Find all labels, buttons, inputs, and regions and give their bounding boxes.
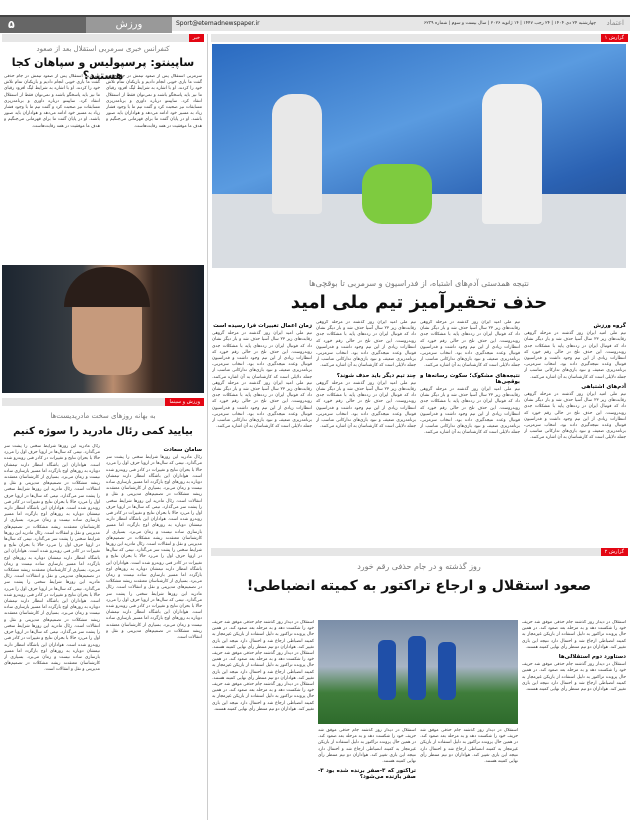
article-text: تیم ملی امید ایران روز گذشته در مرحله گروهی رقابت‌های زیر ۲۳ سال آسیا حذف شد و بار دیگر نشان داد که فوتبال ایران در رده‌های پایه با مشکلات جدی روبه‌روست. این حذف تلخ در حالی رقم خورد که انتظارات زیادی از این تیم وجود داشت و فدراسیون فوتبال وعده نتیجه‌گیری داده بود. انتخاب سرمربی، برنامه‌ریزی ضعیف و نبود بازی‌های تدارکاتی مناسب از جمله دلایلی است که کارشناسان به آن اشاره می‌کنند. xyxy=(212,331,312,380)
newspaper-logo: اعتماد xyxy=(606,19,624,27)
article-text: رئال مادرید این روزها شرایط سختی را پشت سر می‌گذارد. تیمی که سال‌ها در اروپا حرف اول را می‌زد حالا با بحران نتایج و تغییرات در کادر فنی روبه‌رو شده است. هواداران این باشگاه انتظار دارند تیمشان دوباره به روزهای اوج بازگردد اما مسیر بازسازی ساده نیست و زمان می‌برد. بسیاری از کارشناسان معتقدند ریشه مشکلات در تصمیم‌های مدیریتی و نقل و انتقالات است. xyxy=(106,498,202,548)
article-text: استقلال در دیدار روز گذشته جام حذفی موفق شد حریف خود را شکست دهد و به مرحله بعد صعود کند. در همین حال پرونده تراکتور به دلیل استفاده از بازیکن غیرمجاز به کمیته انضباطی ارجاع شد و احتمال دارد نتیجه این بازی تغییر کند. هواداران دو تیم منتظر رأی نهایی کمیته هستند. xyxy=(522,662,626,693)
article-column xyxy=(318,728,416,818)
article-text: استقلال در دیدار روز گذشته جام حذفی موفق شد حریف خود را شکست دهد و به مرحله بعد صعود کند. در همین حال پرونده تراکتور به دلیل استفاده از بازیکن غیرمجاز به کمیته انضباطی ارجاع شد و احتمال دارد نتیجه این بازی تغییر کند. هواداران دو تیم منتظر رأی نهایی کمیته هستند. xyxy=(420,728,518,765)
subhead: دستاورد دوم استقلالی‌ها xyxy=(558,654,626,661)
article-column xyxy=(420,320,520,544)
article-text: رئال مادرید این روزها شرایط سختی را پشت سر می‌گذارد. تیمی که سال‌ها در اروپا حرف اول را می‌زد حالا با بحران نتایج و تغییرات در کادر فنی روبه‌رو شده است. هواداران این باشگاه انتظار دارند تیمشان دوباره به روزهای اوج بازگردد اما مسیر بازسازی ساده نیست و زمان می‌برد. بسیاری از کارشناسان معتقدند ریشه مشکلات در تصمیم‌های مدیریتی و نقل و انتقالات است. xyxy=(106,455,202,504)
headline: بیایید کمی رئال مادرید را سوژه کنیم xyxy=(13,426,193,437)
kicker: نتیجه همدستی آدم‌های اشتباه، از فدراسیون و سرمربی تا بوقچی‌ها xyxy=(308,279,530,288)
article-column xyxy=(524,320,626,544)
news-tag-bar xyxy=(2,34,204,42)
main-headline: حذف تحقیرآمیز تیم ملی امید xyxy=(290,292,548,313)
article-column: سرمربی استقلال پس از صعود تیمش در جام حذفی گفت ما بازی خوبی انجام دادیم و بازیکنان تمام تلاش خود را کردند. او با اشاره به شرایط لیگ افزود رقبای ما نیز باید پاسخگو باشند و نمی‌توان فقط از استقلال انتقاد کرد. ساپینتو درباره داوری و برنامه‌ریزی مسابقات نیز صحبت کرد و گفت تیم ما با وجود فشار زیاد به مسیر خود ادامه می‌دهد و هواداران باید صبور باشند. او در پایان گفت ما برای قهرمانی می‌جنگیم و هدف ما موفقیت در همه رقابت‌هاست. xyxy=(106,74,202,129)
article-text: رئال مادرید این روزها شرایط سختی را پشت سر می‌گذارد. تیمی که سال‌ها در اروپا حرف اول را می‌زد حالا با بحران نتایج و تغییرات در کادر فنی روبه‌رو شده است. هواداران این باشگاه انتظار دارند تیمشان دوباره به روزهای اوج بازگردد اما مسیر بازسازی ساده نیست و زمان می‌برد. بسیاری از کارشناسان معتقدند ریشه مشکلات در تصمیم‌های مدیریتی و نقل و انتقالات است. xyxy=(4,444,100,493)
match-photo xyxy=(318,620,518,724)
dateline: چهارشنبه ۲۴ دی ۱۴۰۴ | ۲۴ رجب ۱۴۴۷ | ۱۴ ژانویه ۲۰۲۶ | سال بیست و سوم | شماره ۶۲۳۹ xyxy=(423,21,596,26)
headline: صعود استقلال و ارجاع تراکتور به کمیته انضباطی! xyxy=(246,578,592,594)
coach-photo xyxy=(2,265,204,393)
article-text: تیم ملی امید ایران روز گذشته در مرحله گروهی رقابت‌های زیر ۲۳ سال آسیا حذف شد و بار دیگر نشان داد که فوتبال ایران در رده‌های پایه با مشکلات جدی روبه‌روست. این حذف تلخ در حالی رقم خورد که انتظارات زیادی از این تیم وجود داشت و فدراسیون فوتبال وعده نتیجه‌گیری داده بود. انتخاب سرمربی، برنامه‌ریزی ضعیف و نبود بازی‌های تدارکاتی مناسب از جمله دلایلی است که کارشناسان به آن اشاره می‌کنند. xyxy=(420,387,520,436)
cinema-tag: ورزش و سینما xyxy=(165,398,204,406)
author: سامان سعادت xyxy=(163,447,202,453)
article-text: تیم ملی امید ایران روز گذشته در مرحله گروهی رقابت‌های زیر ۲۳ سال آسیا حذف شد و بار دیگر نشان داد که فوتبال ایران در رده‌های پایه با مشکلات جدی روبه‌روست. این حذف تلخ در حالی رقم خورد که انتظارات زیادی از این تیم وجود داشت و فدراسیون فوتبال وعده نتیجه‌گیری داده بود. انتخاب سرمربی، برنامه‌ریزی ضعیف و نبود بازی‌های تدارکاتی مناسب از جمله دلایلی است که کارشناسان به آن اشاره می‌کنند. xyxy=(524,331,626,380)
page-number: ۵ xyxy=(0,17,86,33)
article-column xyxy=(420,728,518,818)
report1-tag: گزارش ۱ xyxy=(601,34,628,42)
kicker: کنفرانس خبری سرمربی استقلال بعد از صعود xyxy=(36,45,170,53)
page-header xyxy=(0,15,630,31)
article-text: استقلال در دیدار روز گذشته جام حذفی موفق شد حریف خود را شکست دهد و به مرحله بعد صعود کند. در همین حال پرونده تراکتور به دلیل استفاده از بازیکن غیرمجاز به کمیته انضباطی ارجاع شد و احتمال دارد نتیجه این بازی تغییر کند. هواداران دو تیم منتظر رأی نهایی کمیته هستند. xyxy=(522,620,626,650)
article-text: رئال مادرید این روزها شرایط سختی را پشت سر می‌گذارد. تیمی که سال‌ها در اروپا حرف اول را می‌زد حالا با بحران نتایج و تغییرات در کادر فنی روبه‌رو شده است. هواداران این باشگاه انتظار دارند تیمشان دوباره به روزهای اوج بازگردد اما مسیر بازسازی ساده نیست و زمان می‌برد. بسیاری از کارشناسان معتقدند ریشه مشکلات در تصمیم‌های مدیریتی و نقل و انتقالات است. xyxy=(4,574,100,629)
subhead: تراکتور که ۳-صفر برنده شده بود ۳-صفر بازنده می‌شود؟ xyxy=(318,768,416,781)
article-column: سرمربی استقلال پس از صعود تیمش در جام حذفی گفت ما بازی خوبی انجام دادیم و بازیکنان تمام تلاش خود را کردند. او با اشاره به شرایط لیگ افزود رقبای ما نیز باید پاسخگو باشند و نمی‌توان فقط از استقلال انتقاد کرد. ساپینتو درباره داوری و برنامه‌ریزی مسابقات نیز صحبت کرد و گفت تیم ما با وجود فشار زیاد به مسیر خود ادامه می‌دهد و هواداران باید صبور باشند. او در پایان گفت ما برای قهرمانی می‌جنگیم و هدف ما موفقیت در همه رقابت‌هاست. xyxy=(4,74,100,129)
article-text: استقلال در دیدار روز گذشته جام حذفی موفق شد حریف خود را شکست دهد و به مرحله بعد صعود کند. در همین حال پرونده تراکتور به دلیل استفاده از بازیکن غیرمجاز به کمیته انضباطی ارجاع شد و احتمال دارد نتیجه این بازی تغییر کند. هواداران دو تیم منتظر رأی نهایی کمیته هستند. xyxy=(318,728,416,765)
kicker: به بهانه روزهای سخت مادریدیست‌ها xyxy=(50,412,156,420)
section-email: Sport@etemadnewspaper.ir xyxy=(176,20,260,27)
cinema-tag-bar xyxy=(2,398,204,406)
article-column xyxy=(522,620,626,818)
article-text: تیم ملی امید ایران روز گذشته در مرحله گروهی رقابت‌های زیر ۲۳ سال آسیا حذف شد و بار دیگر نشان داد که فوتبال ایران در رده‌های پایه با مشکلات جدی روبه‌روست. این حذف تلخ در حالی رقم خورد که انتظارات زیادی از این تیم وجود داشت و فدراسیون فوتبال وعده نتیجه‌گیری داده بود. انتخاب سرمربی، برنامه‌ریزی ضعیف و نبود بازی‌های تدارکاتی مناسب از جمله دلایلی است که کارشناسان به آن اشاره می‌کنند. xyxy=(212,380,312,430)
report1-tag-bar xyxy=(211,34,628,42)
kicker: روز گذشته و در جام حذفی رقم خورد xyxy=(357,562,481,571)
article-text: استقلال در دیدار روز گذشته جام حذفی موفق شد حریف خود را شکست دهد و به مرحله بعد صعود کند. در همین حال پرونده تراکتور به دلیل استفاده از بازیکن غیرمجاز به کمیته انضباطی ارجاع شد و احتمال دارد نتیجه این بازی تغییر کند. هواداران دو تیم منتظر رأی نهایی کمیته هستند. xyxy=(212,682,314,712)
article-text: رئال مادرید این روزها شرایط سختی را پشت سر می‌گذارد. تیمی که سال‌ها در اروپا حرف اول را می‌زد حالا با بحران نتایج و تغییرات در کادر فنی روبه‌رو شده است. هواداران این باشگاه انتظار دارند تیمشان دوباره به روزهای اوج بازگردد اما مسیر بازسازی ساده نیست و زمان می‌برد. بسیاری از کارشناسان معتقدند ریشه مشکلات در تصمیم‌های مدیریتی و نقل و انتقالات است. xyxy=(106,585,202,641)
article-text: تیم ملی امید ایران روز گذشته در مرحله گروهی رقابت‌های زیر ۲۳ سال آسیا حذف شد و بار دیگر نشان داد که فوتبال ایران در رده‌های پایه با مشکلات جدی روبه‌روست. این حذف تلخ در حالی رقم خورد که انتظارات زیادی از این تیم وجود داشت و فدراسیون فوتبال وعده نتیجه‌گیری داده بود. انتخاب سرمربی، برنامه‌ریزی ضعیف و نبود بازی‌های تدارکاتی مناسب از جمله دلایلی است که کارشناسان به آن اشاره می‌کنند. xyxy=(316,320,416,369)
article-column xyxy=(212,620,314,818)
report2-tag-bar xyxy=(211,548,628,556)
article-text: تیم ملی امید ایران روز گذشته در مرحله گروهی رقابت‌های زیر ۲۳ سال آسیا حذف شد و بار دیگر نشان داد که فوتبال ایران در رده‌های پایه با مشکلات جدی روبه‌روست. این حذف تلخ در حالی رقم خورد که انتظارات زیادی از این تیم وجود داشت و فدراسیون فوتبال وعده نتیجه‌گیری داده بود. انتخاب سرمربی، برنامه‌ریزی ضعیف و نبود بازی‌های تدارکاتی مناسب از جمله دلایلی است که کارشناسان به آن اشاره می‌کنند. xyxy=(316,380,416,430)
article-text: رئال مادرید این روزها شرایط سختی را پشت سر می‌گذارد. تیمی که سال‌ها در اروپا حرف اول را می‌زد حالا با بحران نتایج و تغییرات در کادر فنی روبه‌رو شده است. هواداران این باشگاه انتظار دارند تیمشان دوباره به روزهای اوج بازگردد اما مسیر بازسازی ساده نیست و زمان می‌برد. بسیاری از کارشناسان معتقدند ریشه مشکلات در تصمیم‌های مدیریتی و نقل و انتقالات است. xyxy=(106,542,202,591)
article-text: تیم ملی امید ایران روز گذشته در مرحله گروهی رقابت‌های زیر ۲۳ سال آسیا حذف شد و بار دیگر نشان داد که فوتبال ایران در رده‌های پایه با مشکلات جدی روبه‌روست. این حذف تلخ در حالی رقم خورد که انتظارات زیادی از این تیم وجود داشت و فدراسیون فوتبال وعده نتیجه‌گیری داده بود. انتخاب سرمربی، برنامه‌ریزی ضعیف و نبود بازی‌های تدارکاتی مناسب از جمله دلایلی است که کارشناسان به آن اشاره می‌کنند. xyxy=(524,392,626,441)
subhead: زمان اعمال تغییرات فرا رسیده است xyxy=(213,323,312,329)
article-text: استقلال در دیدار روز گذشته جام حذفی موفق شد حریف خود را شکست دهد و به مرحله بعد صعود کند. در همین حال پرونده تراکتور به دلیل استفاده از بازیکن غیرمجاز به کمیته انضباطی ارجاع شد و احتمال دارد نتیجه این بازی تغییر کند. هواداران دو تیم منتظر رأی نهایی کمیته هستند. xyxy=(212,620,314,650)
section-label: ورزش xyxy=(86,17,172,33)
subhead: نتیجه‌های مشکوک؛ سکوت رسانه‌ها و بوقچی‌ها xyxy=(420,372,520,385)
column-divider xyxy=(207,34,208,820)
news-tag: خبر xyxy=(189,34,204,42)
article-column xyxy=(212,320,312,544)
article-text: رئال مادرید این روزها شرایط سختی را پشت سر می‌گذارد. تیمی که سال‌ها در اروپا حرف اول را می‌زد حالا با بحران نتایج و تغییرات در کادر فنی روبه‌رو شده است. هواداران این باشگاه انتظار دارند تیمشان دوباره به روزهای اوج بازگردد اما مسیر بازسازی ساده نیست و زمان می‌برد. بسیاری از کارشناسان معتقدند ریشه مشکلات در تصمیم‌های مدیریتی و نقل و انتقالات است. xyxy=(4,487,100,536)
team-photo xyxy=(212,44,626,268)
subhead: چند تیم دیگر باید حذف شوند؟ xyxy=(336,372,416,379)
article-text: تیم ملی امید ایران روز گذشته در مرحله گروهی رقابت‌های زیر ۲۳ سال آسیا حذف شد و بار دیگر نشان داد که فوتبال ایران در رده‌های پایه با مشکلات جدی روبه‌روست. این حذف تلخ در حالی رقم خورد که انتظارات زیادی از این تیم وجود داشت و فدراسیون فوتبال وعده نتیجه‌گیری داده بود. انتخاب سرمربی، برنامه‌ریزی ضعیف و نبود بازی‌های تدارکاتی مناسب از جمله دلایلی است که کارشناسان به آن اشاره می‌کنند. xyxy=(420,320,520,369)
article-column xyxy=(4,444,100,818)
article-text: استقلال در دیدار روز گذشته جام حذفی موفق شد حریف خود را شکست دهد و به مرحله بعد صعود کند. در همین حال پرونده تراکتور به دلیل استفاده از بازیکن غیرمجاز به کمیته انضباطی ارجاع شد و احتمال دارد نتیجه این بازی تغییر کند. هواداران دو تیم منتظر رأی نهایی کمیته هستند. xyxy=(212,651,314,681)
subhead: آدم‌های اشتباهی xyxy=(581,383,626,390)
author: گروه ورزش xyxy=(593,323,626,329)
article-column xyxy=(316,320,416,544)
report2-tag: گزارش ۲ xyxy=(601,548,628,556)
article-text: رئال مادرید این روزها شرایط سختی را پشت سر می‌گذارد. تیمی که سال‌ها در اروپا حرف اول را می‌زد حالا با بحران نتایج و تغییرات در کادر فنی روبه‌رو شده است. هواداران این باشگاه انتظار دارند تیمشان دوباره به روزهای اوج بازگردد اما مسیر بازسازی ساده نیست و زمان می‌برد. بسیاری از کارشناسان معتقدند ریشه مشکلات در تصمیم‌های مدیریتی و نقل و انتقالات است. xyxy=(4,623,100,673)
headline: ساپینتو: پرسپولیس و سپاهان کجا هستند؟ xyxy=(11,56,195,82)
article-column xyxy=(106,444,202,818)
article-text: رئال مادرید این روزها شرایط سختی را پشت سر می‌گذارد. تیمی که سال‌ها در اروپا حرف اول را می‌زد حالا با بحران نتایج و تغییرات در کادر فنی روبه‌رو شده است. هواداران این باشگاه انتظار دارند تیمشان دوباره به روزهای اوج بازگردد اما مسیر بازسازی ساده نیست و زمان می‌برد. بسیاری از کارشناسان معتقدند ریشه مشکلات در تصمیم‌های مدیریتی و نقل و انتقالات است. xyxy=(4,530,100,580)
